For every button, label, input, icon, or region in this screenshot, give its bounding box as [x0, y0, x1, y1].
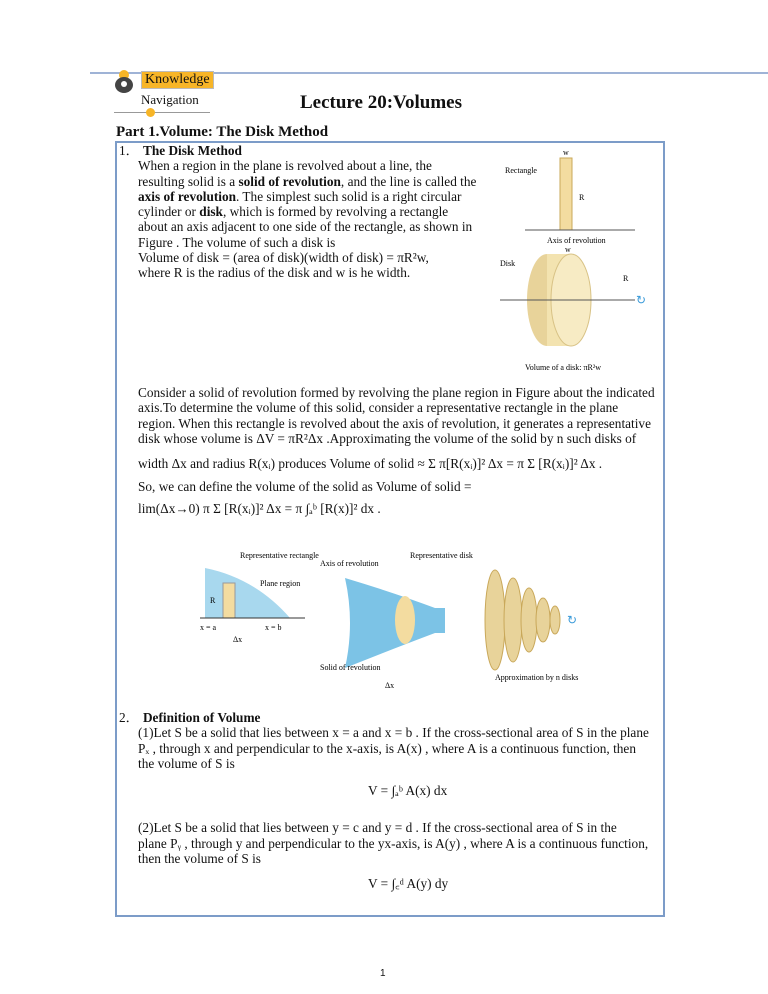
section-number: 1． [119, 143, 139, 158]
svg-text:Representative disk: Representative disk [410, 551, 473, 560]
svg-text:R: R [579, 193, 585, 202]
svg-text:R: R [210, 596, 216, 605]
logo-dot [146, 108, 155, 117]
page-title: Lecture 20:Volumes [300, 92, 463, 113]
logo-divider [114, 112, 210, 113]
para-line: When a region in the plane is revolved about a line, the [138, 158, 432, 174]
svg-text:Plane region: Plane region [260, 579, 301, 588]
svg-text:w: w [565, 245, 571, 254]
formula-volume-x: V = ∫ₐᵇ A(x) dx [368, 783, 448, 799]
logo-mascot-icon [112, 70, 142, 100]
logo-knowledge: Knowledge [141, 71, 214, 89]
formula-volume-y: V = ∫꜀ᵈ A(y) dy [368, 876, 449, 892]
rotation-arrow-icon: ↻ [636, 293, 647, 307]
svg-text:w: w [563, 148, 569, 157]
svg-text:Δx: Δx [385, 681, 395, 690]
svg-text:Axis of revolution: Axis of revolution [320, 559, 379, 568]
svg-text:↻: ↻ [567, 613, 578, 627]
figure-solid-of-revolution [195, 548, 605, 693]
svg-text:Volume of a disk: πR²w: Volume of a disk: πR²w [525, 363, 602, 372]
logo-navigation: Navigation [141, 92, 199, 107]
svg-text:x = a: x = a [200, 623, 217, 632]
section-heading: Definition of Volume [142, 710, 261, 725]
svg-text:Δx: Δx [233, 635, 243, 644]
section1-para2: Consider a solid of revolution formed by revolving the plane region in Figure about the indicated axis.To determine the volume of this solid, consider a representative rectangle in the plane region. When this rectangle is revolved about the axis of revolution, it generates a representative disk whose volume is ΔV = πR²Δx .Approximating the volume of the solid by n such disks of width Δx and radius R(xᵢ) produces Volume of solid ≈ Σ π[R(xᵢ)]² Δx = π Σ [R(xᵢ)]² Δx . So, we can define the volume of the solid as Volume of solid = lim(Δx→0) π Σ [R(xᵢ)]² Δx = π ∫ₐᵇ [R(x)]² dx . [138, 385, 663, 516]
formula-riemann: width Δx and radius R(xᵢ) produces Volume of solid ≈ Σ π[R(xᵢ)]² Δx = π Σ [R(xᵢ)]² Δx . [138, 456, 603, 472]
svg-text:Representative rectangle: Representative rectangle [240, 551, 319, 560]
formula-limit: lim(Δx→0) π Σ [R(xᵢ)]² Δx = π ∫ₐᵇ [R(x)]² dx . [138, 500, 381, 516]
svg-text:x = b: x = b [265, 623, 282, 632]
section2-text: 2． Definition of Volume (1)Let S be a solid that lies between x = a and x = b . If the cross-sectional area of S in the plane Pₓ , through x and perpendicular to the x-axis, is A(x) , where A is a continuous function, then the volume of S is V = ∫ₐᵇ A(x) dx (2)Let S be a solid that lies between y = c and y = d . If the cross-sectional area of S in the plane Pᵧ , through y and perpendicular to the yx-axis, is A(y) , where A is a continuous function, then the volume of S is V = ∫꜀ᵈ A(y) dy [119, 710, 664, 892]
svg-text:R: R [623, 274, 629, 283]
section1-text: 1． The Disk Method When a region in the plane is revolved about a line, the resulting solid is a solid of revolution, and the line is called the axis of revolution. The simplest such solid is a right circular cylinder or disk, which is formed by revolving a rectangle about an axis adjacent to one side of the rectangle, as shown in Figure . The volume of such a disk is Volume of disk = (area of disk)(width of disk) = πR²w, where R is the radius of the disk and w is he width. [119, 143, 499, 281]
svg-text:Axis of revolution: Axis of revolution [547, 236, 606, 245]
svg-text:Approximation by n disks: Approximation by n disks [495, 673, 579, 682]
svg-text:Solid of revolution: Solid of revolution [320, 663, 381, 672]
page-number: 1 [380, 968, 386, 979]
figure-disk [495, 146, 665, 378]
fig-label-rectangle: Rectangle [505, 166, 537, 175]
part-title: Part 1.Volume: The Disk Method [116, 124, 329, 140]
svg-text:Disk: Disk [500, 259, 516, 268]
section-heading: The Disk Method [142, 143, 242, 158]
